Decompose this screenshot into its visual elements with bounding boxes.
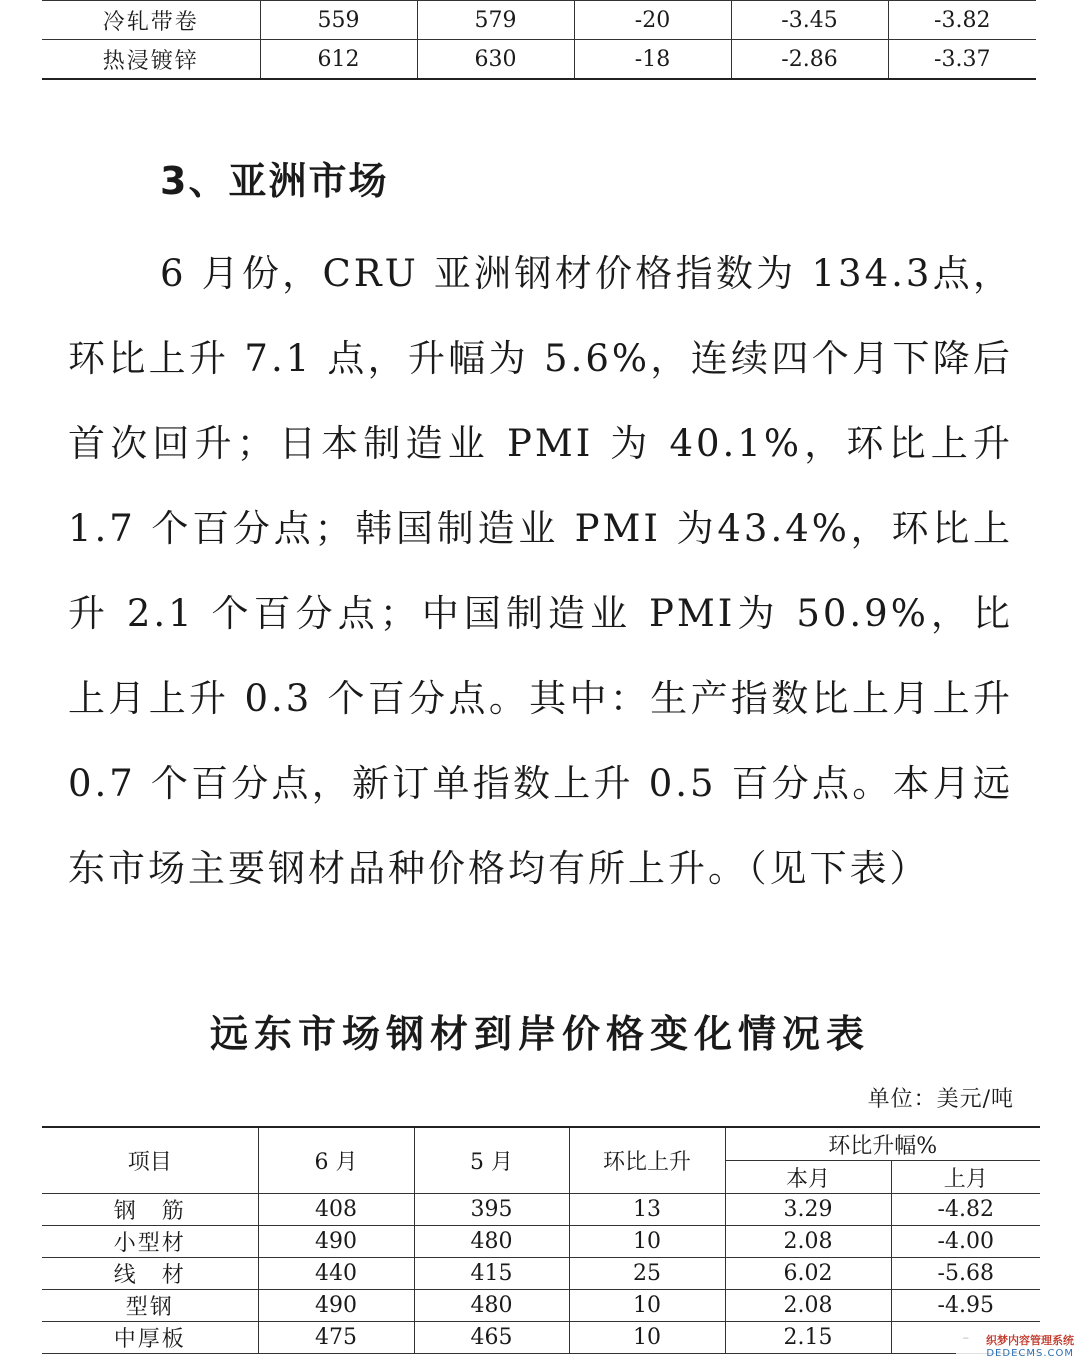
table-cell: 480 [414, 1290, 569, 1322]
table-cell: 559 [260, 1, 417, 40]
watermark-text: 织梦内容管理系统 [986, 1334, 1074, 1347]
table-cell: 612 [260, 40, 417, 80]
table-cell: 408 [258, 1194, 414, 1226]
table-row [42, 1322, 1040, 1354]
table-cell: -20 [574, 1, 731, 40]
table-cell: -4.95 [891, 1290, 1040, 1322]
table-cell: 490 [258, 1226, 414, 1258]
table-row [42, 1290, 1040, 1322]
table-cell: -2.86 [731, 40, 888, 80]
table-cell: 480 [414, 1226, 569, 1258]
body-paragraph: 6 月份，CRU 亚洲钢材价格指数为 134.3点，环比上升 7.1 点，升幅为 5.6%，连续四个月下降后首次回升；日本制造业 PMI 为 40.1%，环比上升 1.7 个百分点；韩国制造业 PMI 为43.4%，环比上升 2.1 个百分点；中国制造业 PMI为 50.9%，比上月上升 0.3 个百分点。其中：生产指数比上月上升 0.7 个百分点，新订单指数上升 0.5 百分点。本月远东市场主要钢材品种价格均有所上升。（见下表） [68, 252, 1013, 890]
header-pct-group: 环比升幅% [725, 1127, 1040, 1161]
table-cell: 13 [569, 1194, 725, 1226]
table-row [42, 1226, 1040, 1258]
product-name: 中厚板 [42, 1322, 258, 1354]
header-this-month: 本月 [725, 1161, 891, 1194]
table-cell: 395 [414, 1194, 569, 1226]
table-cell: -3.37 [888, 40, 1036, 80]
table-cell: 6.02 [725, 1258, 891, 1290]
product-name: 型钢 [42, 1290, 258, 1322]
section-heading: 3、亚洲市场 [160, 159, 389, 203]
header-row [42, 1127, 1040, 1161]
table-row [42, 40, 1036, 80]
header-june: 6 月 [258, 1127, 414, 1194]
product-name: 线 材 [42, 1258, 258, 1290]
product-name: 钢 筋 [42, 1194, 258, 1226]
table-row [42, 1258, 1040, 1290]
table-cell: 2.15 [725, 1322, 891, 1354]
header-may: 5 月 [414, 1127, 569, 1194]
table-cell: -3.82 [888, 1, 1036, 40]
table-cell: 2.08 [725, 1290, 891, 1322]
watermark-url: DEDECMS.COM [986, 1348, 1074, 1359]
watermark [956, 1334, 1074, 1362]
table-cell: -4.82 [891, 1194, 1040, 1226]
table-cell: -18 [574, 40, 731, 80]
table-cell: 579 [417, 1, 574, 40]
table-row [42, 1194, 1040, 1226]
table-cell: -3.45 [731, 1, 888, 40]
table-cell: 630 [417, 40, 574, 80]
table-cell: 2.08 [725, 1226, 891, 1258]
product-name: 小型材 [42, 1226, 258, 1258]
table-cell: 475 [258, 1322, 414, 1354]
table-cell: 10 [569, 1290, 725, 1322]
product-name: 冷轧带卷 [42, 1, 260, 40]
table-cell: 3.29 [725, 1194, 891, 1226]
table-cell: 415 [414, 1258, 569, 1290]
table-cell: -4.00 [891, 1226, 1040, 1258]
header-last-month: 上月 [891, 1161, 1040, 1194]
table-cell: 10 [569, 1226, 725, 1258]
table-title: 远东市场钢材到岸价格变化情况表 [209, 1012, 870, 1056]
previous-price-table [42, 0, 1036, 80]
table-row [42, 1, 1036, 40]
table-cell: 440 [258, 1258, 414, 1290]
header-change: 环比上升 [569, 1127, 725, 1194]
far-east-price-table [42, 1126, 1040, 1354]
product-name: 热浸镀锌 [42, 40, 260, 80]
header-item: 项目 [42, 1127, 258, 1194]
table-cell: 465 [414, 1322, 569, 1354]
table-cell: 10 [569, 1322, 725, 1354]
table-cell: 25 [569, 1258, 725, 1290]
table-cell: -5.68 [891, 1258, 1040, 1290]
table-cell: 490 [258, 1290, 414, 1322]
unit-label: 单位：美元/吨 [867, 1087, 1014, 1112]
